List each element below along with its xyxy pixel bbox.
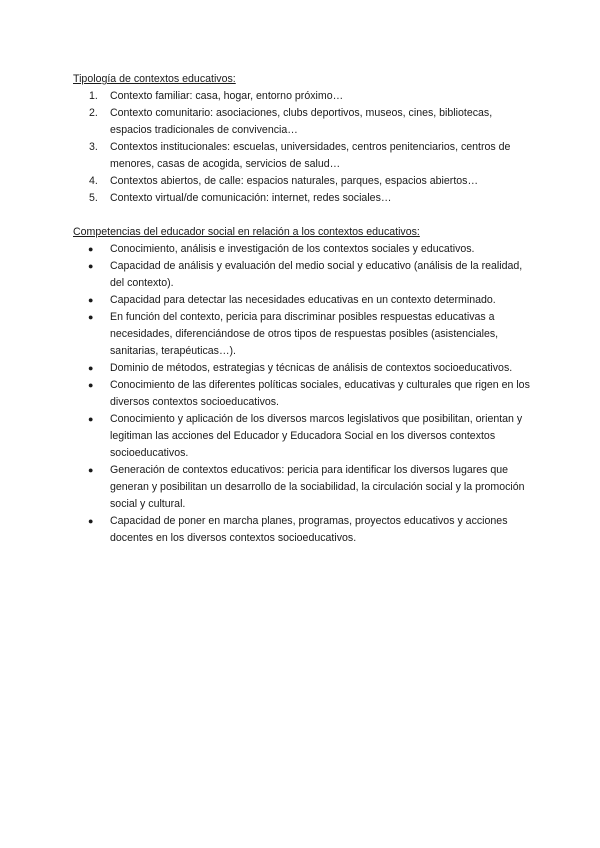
list-number: 4.	[89, 175, 98, 187]
list-number: 3.	[89, 141, 98, 153]
bullet-icon: ●	[88, 516, 94, 526]
bullet-icon: ●	[88, 261, 94, 271]
list-item-text: Contexto comunitario: asociaciones, clubs deportivos, museos, cines, bibliotecas, espacios tradicionales de convivencia…	[110, 107, 493, 136]
numbered-list	[73, 88, 533, 207]
bullet-icon: ●	[88, 363, 94, 373]
list-number: 1.	[89, 90, 98, 102]
list-item	[73, 411, 533, 462]
list-item-text: Contexto familiar: casa, hogar, entorno próximo…	[110, 90, 344, 102]
list-item	[73, 173, 533, 190]
list-item-text: En función del contexto, pericia para discriminar posibles respuestas educativas a necesidades, diferenciándose de otros tipos de respuestas posibles (asistenciales, sanitarias, terapéuticas…).	[110, 311, 499, 357]
section-competencias	[73, 224, 533, 547]
list-item	[73, 190, 533, 207]
list-item-text: Contexto virtual/de comunicación: internet, redes sociales…	[110, 192, 392, 204]
bullet-icon: ●	[88, 380, 94, 390]
section-heading: Tipología de contextos educativos:	[73, 73, 236, 85]
list-item-text: Capacidad de análisis y evaluación del medio social y educativo (análisis de la realidad, del contexto).	[110, 260, 523, 289]
list-item	[73, 513, 533, 547]
list-number: 2.	[89, 107, 98, 119]
list-item-text: Conocimiento y aplicación de los diversos marcos legislativos que posibilitan, orientan y legitiman las acciones del Educador y Educadora Social en los diversos contextos socioeducativos.	[110, 413, 523, 459]
list-item	[73, 309, 533, 360]
bullet-icon: ●	[88, 312, 94, 322]
list-item	[73, 292, 533, 309]
list-item	[73, 139, 533, 173]
list-item	[73, 105, 533, 139]
list-item-text: Dominio de métodos, estrategias y técnicas de análisis de contextos socioeducativos.	[110, 362, 513, 374]
list-number: 5.	[89, 192, 98, 204]
list-item	[73, 88, 533, 105]
list-item	[73, 241, 533, 258]
list-item-text: Conocimiento, análisis e investigación de los contextos sociales y educativos.	[110, 243, 475, 255]
bullet-icon: ●	[88, 295, 94, 305]
list-item-text: Generación de contextos educativos: pericia para identificar los diversos lugares que generan y posibilitan un desarrollo de la sociabilidad, la circulación social y la promoción social y cultural.	[110, 464, 525, 510]
list-item	[73, 360, 533, 377]
list-item	[73, 377, 533, 411]
bullet-icon: ●	[88, 244, 94, 254]
list-item	[73, 462, 533, 513]
list-item-text: Contextos abiertos, de calle: espacios naturales, parques, espacios abiertos…	[110, 175, 479, 187]
section-heading: Competencias del educador social en relación a los contextos educativos:	[73, 226, 420, 238]
list-item-text: Capacidad de poner en marcha planes, programas, proyectos educativos y acciones docentes en los diversos contextos socioeducativos.	[110, 515, 508, 544]
list-item-text: Contextos institucionales: escuelas, universidades, centros penitenciarios, centros de menores, casas de acogida, servicios de salud…	[110, 141, 511, 170]
list-item-text: Capacidad para detectar las necesidades educativas en un contexto determinado.	[110, 294, 496, 306]
bullet-icon: ●	[88, 465, 94, 475]
list-item-text: Conocimiento de las diferentes políticas sociales, educativas y culturales que rigen en los diversos contextos socioeducativos.	[110, 379, 530, 408]
list-item	[73, 258, 533, 292]
bullet-icon: ●	[88, 414, 94, 424]
section-tipologia	[73, 71, 533, 207]
bullet-list	[73, 241, 533, 547]
